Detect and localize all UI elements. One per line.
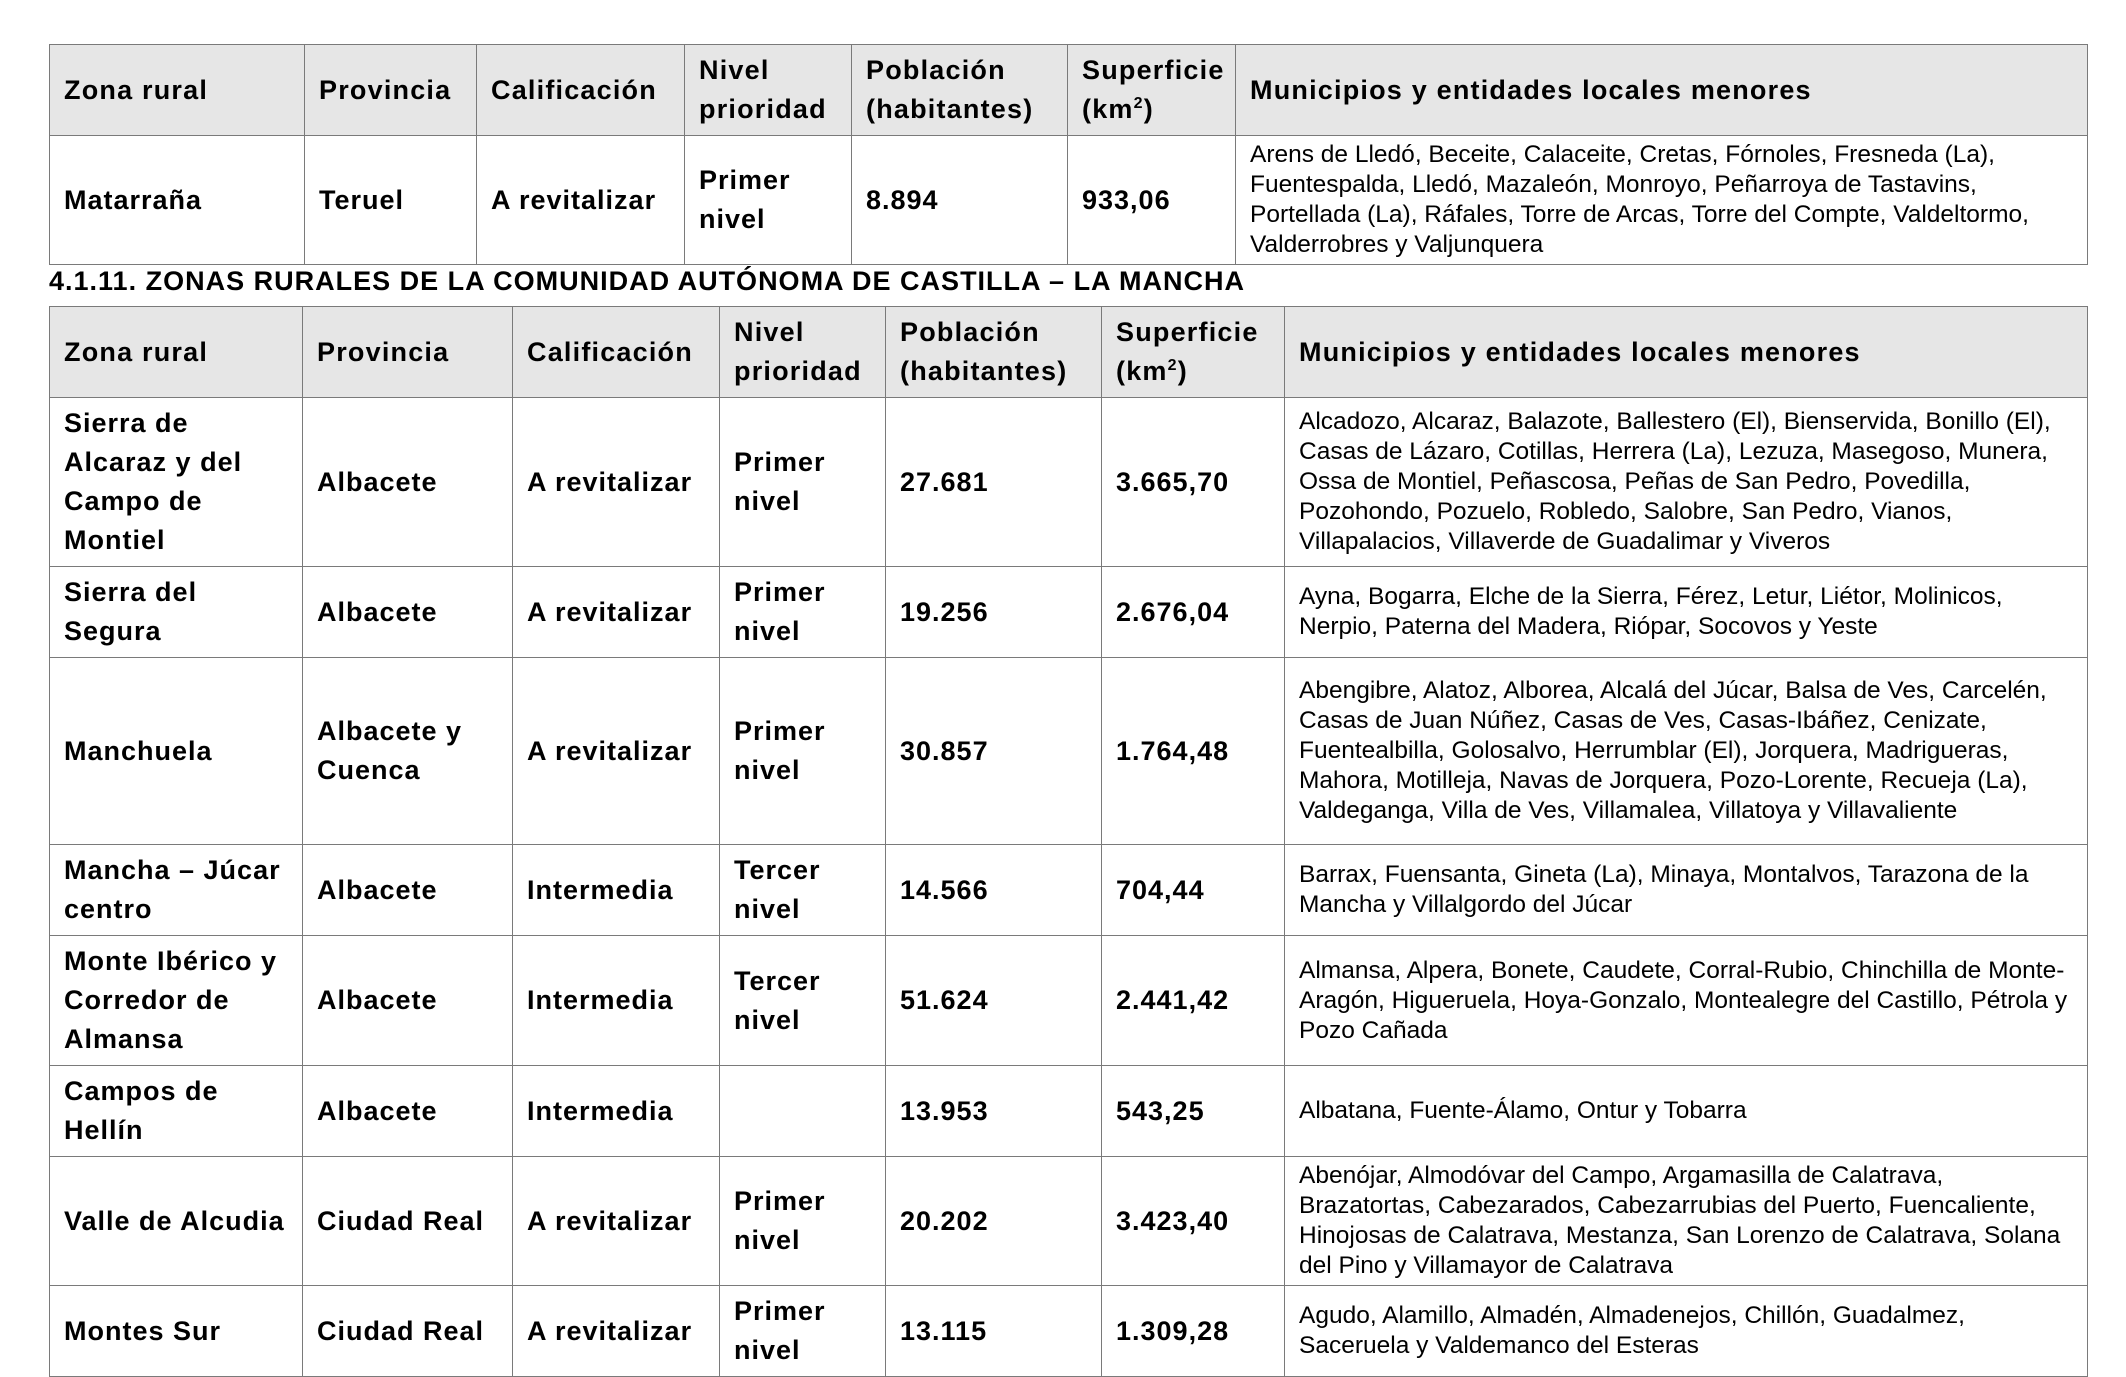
cell-provincia: Albacete (303, 398, 513, 567)
header-provincia: Provincia (305, 45, 477, 136)
table-row (50, 1286, 2088, 1377)
cell-calificacion: A revitalizar (513, 658, 720, 845)
table-row (50, 658, 2088, 845)
cell-superficie: 2.441,42 (1102, 936, 1285, 1066)
header-poblacion: Población (habitantes) (886, 307, 1102, 398)
cell-poblacion: 51.624 (886, 936, 1102, 1066)
cell-municipios: Abengibre, Alatoz, Alborea, Alcalá del Júcar, Balsa de Ves, Carcelén, Casas de Juan Núñez, Casas de Ves, Casas-Ibáñez, Cenizate, Fuentealbilla, Golosalvo, Herrumblar (El), Jorquera, Madrigueras, Mahora, Motilleja, Navas de Jorquera, Pozo-Lorente, Recueja (La), Valdeganga, Villa de Ves, Villamalea, Villatoya y Villavaliente (1285, 658, 2088, 845)
header-nivel: Nivel prioridad (720, 307, 886, 398)
cell-zona: Montes Sur (50, 1286, 303, 1377)
cell-municipios: Albatana, Fuente-Álamo, Ontur y Tobarra (1285, 1066, 2088, 1157)
cell-provincia: Albacete (303, 845, 513, 936)
header-municipios: Municipios y entidades locales menores (1285, 307, 2088, 398)
header-zona: Zona rural (50, 45, 305, 136)
cell-nivel: Primer nivel (720, 398, 886, 567)
cell-zona: Manchuela (50, 658, 303, 845)
cell-zona: Monte Ibérico y Corredor de Almansa (50, 936, 303, 1066)
cell-calificacion: A revitalizar (513, 398, 720, 567)
cell-calificacion: Intermedia (513, 936, 720, 1066)
cell-provincia: Ciudad Real (303, 1157, 513, 1286)
header-municipios: Municipios y entidades locales menores (1236, 45, 2088, 136)
cell-nivel: Primer nivel (720, 567, 886, 658)
cell-municipios: Agudo, Alamillo, Almadén, Almadenejos, Chillón, Guadalmez, Saceruela y Valdemanco del Esteras (1285, 1286, 2088, 1377)
table-header-row (50, 307, 2088, 398)
cell-zona: Sierra del Segura (50, 567, 303, 658)
cell-calificacion: A revitalizar (513, 1157, 720, 1286)
matarrana-table (49, 44, 2088, 265)
cell-superficie: 2.676,04 (1102, 567, 1285, 658)
cell-provincia: Albacete (303, 936, 513, 1066)
cell-zona: Campos de Hellín (50, 1066, 303, 1157)
cell-provincia: Albacete y Cuenca (303, 658, 513, 845)
table-row (50, 1157, 2088, 1286)
cell-provincia: Teruel (305, 136, 477, 265)
table-header-row (50, 45, 2088, 136)
cell-nivel: Primer nivel (685, 136, 852, 265)
cell-calificacion: A revitalizar (477, 136, 685, 265)
cell-poblacion: 27.681 (886, 398, 1102, 567)
cell-nivel (720, 1066, 886, 1157)
header-provincia: Provincia (303, 307, 513, 398)
cell-nivel: Tercer nivel (720, 936, 886, 1066)
header-nivel: Nivel prioridad (685, 45, 852, 136)
cell-municipios: Alcadozo, Alcaraz, Balazote, Ballestero (El), Bienservida, Bonillo (El), Casas de Lázaro, Cotillas, Herrera (La), Lezuza, Masegoso, Munera, Ossa de Montiel, Peñascosa, Peñas de San Pedro, Povedilla, Pozohondo, Pozuelo, Robledo, Salobre, San Pedro, Vianos, Villapalacios, Villaverde de Guadalimar y Viveros (1285, 398, 2088, 567)
header-calificacion: Calificación (513, 307, 720, 398)
cell-municipios: Ayna, Bogarra, Elche de la Sierra, Férez, Letur, Liétor, Molinicos, Nerpio, Paterna del Madera, Riópar, Socovos y Yeste (1285, 567, 2088, 658)
cell-zona: Mancha – Júcar centro (50, 845, 303, 936)
header-superficie: Superficie $(km^2)$ (1068, 45, 1236, 136)
cell-nivel: Primer nivel (720, 1157, 886, 1286)
cell-zona: Sierra de Alcaraz y del Campo de Montiel (50, 398, 303, 567)
cell-municipios: Arens de Lledó, Beceite, Calaceite, Cretas, Fórnoles, Fresneda (La), Fuentespalda, Lledó, Mazaleón, Monroyo, Peñarroya de Tastavins, Portellada (La), Ráfales, Torre de Arcas, Torre del Compte, Valdeltormo, Valderrobres y Valjunquera (1236, 136, 2088, 265)
cell-superficie: 1.764,48 (1102, 658, 1285, 845)
cell-superficie: 3.665,70 (1102, 398, 1285, 567)
table-row (50, 1066, 2088, 1157)
cell-superficie: 1.309,28 (1102, 1286, 1285, 1377)
castilla-la-mancha-table (49, 306, 2088, 1377)
cell-poblacion: 30.857 (886, 658, 1102, 845)
cell-municipios: Almansa, Alpera, Bonete, Caudete, Corral-Rubio, Chinchilla de Monte-Aragón, Higueruela, Hoya-Gonzalo, Montealegre del Castillo, Pétrola y Pozo Cañada (1285, 936, 2088, 1066)
table-row (50, 136, 2088, 265)
table-row (50, 567, 2088, 658)
cell-calificacion: A revitalizar (513, 567, 720, 658)
cell-municipios: Abenójar, Almodóvar del Campo, Argamasilla de Calatrava, Brazatortas, Cabezarados, Cabezarrubias del Puerto, Fuencaliente, Hinojosas de Calatrava, Mestanza, San Lorenzo de Calatrava, Solana del Pino y Villamayor de Calatrava (1285, 1157, 2088, 1286)
cell-calificacion: Intermedia (513, 1066, 720, 1157)
cell-poblacion: 8.894 (852, 136, 1068, 265)
cell-nivel: Primer nivel (720, 658, 886, 845)
table-row (50, 936, 2088, 1066)
cell-superficie: 543,25 (1102, 1066, 1285, 1157)
cell-calificacion: Intermedia (513, 845, 720, 936)
cell-calificacion: A revitalizar (513, 1286, 720, 1377)
cell-poblacion: 20.202 (886, 1157, 1102, 1286)
section-title: 4.1.11. ZONAS RURALES DE LA COMUNIDAD AUTÓNOMA DE CASTILLA – LA MANCHA (49, 266, 1246, 296)
cell-superficie: 704,44 (1102, 845, 1285, 936)
header-superficie: Superficie $(km^2)$ (1102, 307, 1285, 398)
cell-zona: Valle de Alcudia (50, 1157, 303, 1286)
cell-poblacion: 19.256 (886, 567, 1102, 658)
cell-provincia: Albacete (303, 1066, 513, 1157)
cell-nivel: Tercer nivel (720, 845, 886, 936)
cell-poblacion: 13.953 (886, 1066, 1102, 1157)
cell-poblacion: 13.115 (886, 1286, 1102, 1377)
cell-poblacion: 14.566 (886, 845, 1102, 936)
cell-superficie: 3.423,40 (1102, 1157, 1285, 1286)
table-row (50, 398, 2088, 567)
table-row (50, 845, 2088, 936)
header-zona: Zona rural (50, 307, 303, 398)
cell-municipios: Barrax, Fuensanta, Gineta (La), Minaya, Montalvos, Tarazona de la Mancha y Villalgordo del Júcar (1285, 845, 2088, 936)
cell-superficie: 933,06 (1068, 136, 1236, 265)
header-calificacion: Calificación (477, 45, 685, 136)
cell-provincia: Albacete (303, 567, 513, 658)
cell-nivel: Primer nivel (720, 1286, 886, 1377)
cell-provincia: Ciudad Real (303, 1286, 513, 1377)
cell-zona: Matarraña (50, 136, 305, 265)
header-poblacion: Población (habitantes) (852, 45, 1068, 136)
